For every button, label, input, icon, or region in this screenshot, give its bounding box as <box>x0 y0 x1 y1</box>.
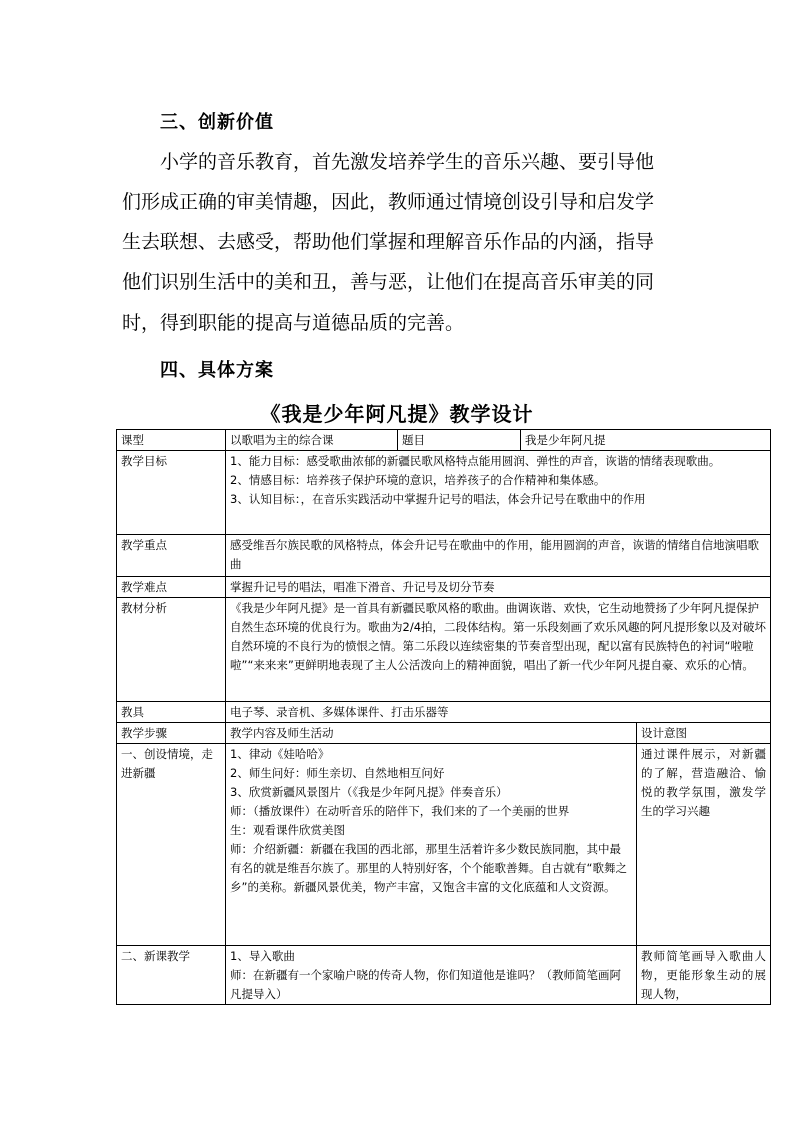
material-analysis-value: 《我是少年阿凡提》是一首具有新疆民歌风格的歌曲。曲调诙谐、欢快，它生动地赞扬了少年阿凡提保护自然生态环境的优良行为。歌曲为2/4拍，二段体结构。第一乐段刻画了欢乐风趣的阿凡提形象以及对破坏自然环境的不良行为的愤恨之情。第二乐段以连续密集的节奏音型出现，配以富有民族特色的衬词“啦啦啦”“来来来”更鲜明地表现了主人公活泼向上的精神面貌，唱出了新一代少年阿凡提自豪、欢乐的心情。 <box>226 598 771 702</box>
goals-label: 教学目标 <box>117 451 226 535</box>
teaching-steps-label: 教学步骤 <box>117 723 226 744</box>
paragraph-line: 时，得到职能的提高与道德品质的完善。 <box>122 312 465 334</box>
step-2-label: 二、新课教学 <box>117 946 226 1005</box>
difficulty-value: 掌握升记号的唱法，唱准下滑音、升记号及切分节奏 <box>226 577 771 598</box>
paragraph-line: 小学的音乐教育，首先激发培养学生的音乐兴趣、要引导他 <box>160 151 655 173</box>
step-2-design-intent: 教师简笔画导入歌曲人物，更能形象生动的展现人物， <box>637 946 771 1005</box>
table-title: 《我是少年阿凡提》教学设计 <box>260 402 534 426</box>
goals-value <box>226 451 771 535</box>
step-2-line: 1、导入歌曲 <box>230 949 295 963</box>
step-2-content <box>226 946 637 1005</box>
topic-label: 题目 <box>398 430 521 451</box>
step-2-line: 师：在新疆有一个家喻户晓的传奇人物，你们知道他是谁吗？（教师简笔画阿凡提导入） <box>230 968 621 1001</box>
step-1-line: 师：（播放课件）在动听音乐的陪伴下，我们来的了一个美丽的世界 <box>230 804 570 818</box>
step-1-line: 1、律动《娃哈哈》 <box>230 747 330 761</box>
table-row <box>117 946 771 1005</box>
paragraph-line: 他们识别生活中的美和丑，善与恶，让他们在提高音乐审美的同 <box>122 271 655 293</box>
teaching-tools-value: 电子琴、录音机、多媒体课件、打击乐器等 <box>226 702 771 723</box>
step-1-label: 一、创设情境，走进新疆 <box>117 744 226 946</box>
goal-line: 2、情感目标：培养孩子保护环境的意识，培养孩子的合作精神和集体感。 <box>230 473 606 487</box>
course-type-value: 以歌唱为主的综合课 <box>226 430 398 451</box>
step-1-design-intent: 通过课件展示，对新疆的了解，营造融洽、愉悦的教学氛围，激发学生的学习兴趣 <box>637 744 771 946</box>
table-row <box>117 577 771 598</box>
step-1-content <box>226 744 637 946</box>
section-3-heading: 三、创新价值 <box>160 112 274 133</box>
table-row <box>117 430 771 451</box>
teaching-tools-label: 教具 <box>117 702 226 723</box>
paragraph-line: 们形成正确的审美情趣，因此，教师通过情境创设引导和启发学 <box>122 191 655 213</box>
step-1-line: 2、师生问好：师生亲切、自然地相互问好 <box>230 766 445 780</box>
table-row <box>117 702 771 723</box>
table-row <box>117 451 771 535</box>
step-1-line: 师：介绍新疆：新疆在我国的西北部，那里生活着许多少数民族同胞，其中最有名的就是维吾尔族了。那里的人特别好客，个个能歌善舞。自古就有“歌舞之乡”的美称。新疆风景优美，物产丰富，又饱含丰富的文化底蕴和人文资源。 <box>230 842 627 894</box>
step-1-line: 3、欣赏新疆风景图片（《我是少年阿凡提》伴奏音乐） <box>230 785 508 799</box>
lesson-plan-table <box>116 429 771 1005</box>
course-type-label: 课型 <box>117 430 226 451</box>
table-row <box>117 723 771 744</box>
section-4-heading: 四、具体方案 <box>160 360 274 381</box>
table-row <box>117 535 771 577</box>
material-analysis-label: 教材分析 <box>117 598 226 702</box>
topic-value: 我是少年阿凡提 <box>521 430 771 451</box>
key-points-label: 教学重点 <box>117 535 226 577</box>
difficulty-label: 教学难点 <box>117 577 226 598</box>
goal-line: 3、认知目标：，在音乐实践活动中掌握升记号的唱法，体会升记号在歌曲中的作用 <box>230 492 646 506</box>
table-row <box>117 598 771 702</box>
step-1-line: 生：观看课件欣赏美图 <box>230 823 345 837</box>
paragraph-line: 生去联想、去感受，帮助他们掌握和理解音乐作品的内涵，指导 <box>122 231 655 253</box>
steps-design-header: 设计意图 <box>637 723 771 744</box>
steps-content-header: 教学内容及师生活动 <box>226 723 637 744</box>
goal-line: 1、能力目标：感受歌曲浓郁的新疆民歌风格特点能用圆润、弹性的声音，诙谐的情绪表现歌曲。 <box>230 454 721 468</box>
table-row <box>117 744 771 946</box>
key-points-value: 感受维吾尔族民歌的风格特点，体会升记号在歌曲中的作用，能用圆润的声音，诙谐的情绪自信地演唱歌曲 <box>226 535 771 577</box>
